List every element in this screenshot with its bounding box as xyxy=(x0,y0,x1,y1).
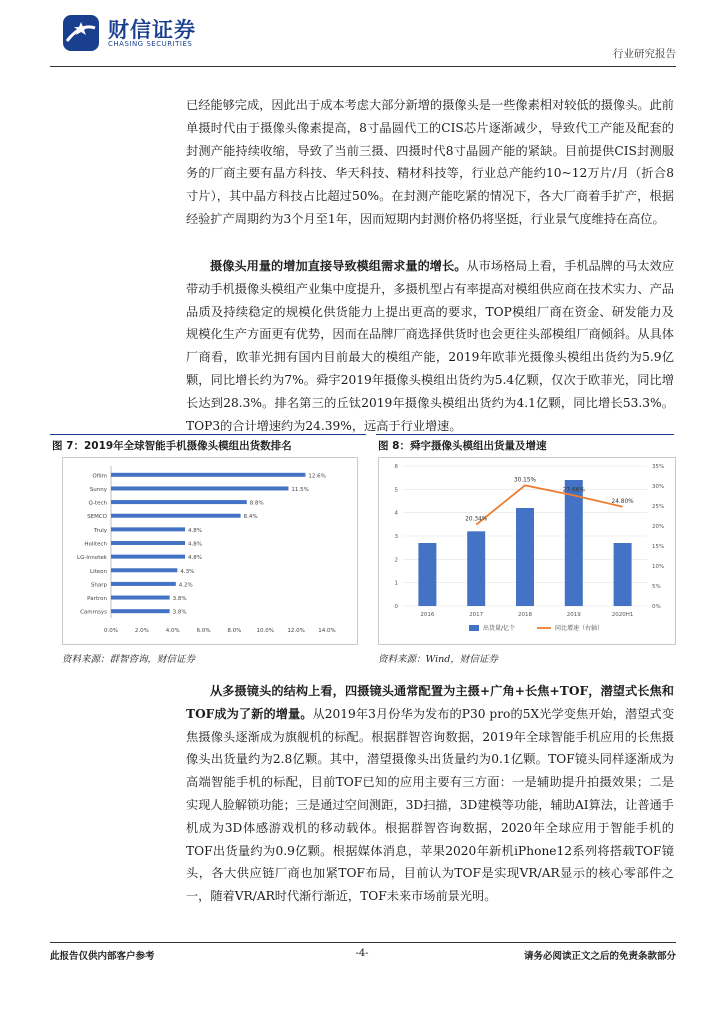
y-right-tick-label: 25% xyxy=(652,504,665,510)
data-label: 11.5% xyxy=(291,486,309,493)
figure7-top-rule xyxy=(50,434,366,435)
x-tick-label: 2017 xyxy=(469,612,484,618)
x-tick-label: 0.0% xyxy=(104,628,118,634)
bar xyxy=(111,568,177,572)
y-left-tick-label: 5 xyxy=(394,487,398,494)
data-label: 3.8% xyxy=(172,609,187,616)
x-tick-label: 10.0% xyxy=(256,628,275,634)
x-tick-label: 2019 xyxy=(566,612,581,618)
y-right-tick-label: 35% xyxy=(652,464,665,470)
y-left-tick-label: 4 xyxy=(394,510,398,517)
category-label: SEMCO xyxy=(87,514,107,521)
paragraph-body: 从2019年3月份华为发布的P30 pro的5X光学变焦开始，潜望式变焦摄像头逐渐成为旗舰机的标配。根据群智咨询数据，2019年全球智能手机应用的长焦摄像头出货量约为2.8亿颗。其中，潜望摄像头出货量约为0.1亿颗。TOF镜头同样逐渐成为高端智能手机的标配，目前TOF已知的应用主要有三方面：一是辅助提升拍摄效果；二是实现人脸解锁功能；三是通过空间测距，3D扫描，3D建模等功能，辅助AI算法，让普通手机成为3D体感游戏机的移动载体。根据群智咨询数据，2020年全球应用于智能手机的TOF出货量约为0.9亿颗。根据媒体消息，苹果2020年新机iPhone12系列将搭载TOF镜头，各大供应链厂商也加紧TOF布局，目前认为TOF是实现VR/AR显示的核心零部件之一，随着VR/AR时代渐行渐近，TOF未来市场前景光明。 xyxy=(186,706,675,904)
y-right-tick-label: 20% xyxy=(652,524,665,530)
category-label: Ofilm xyxy=(92,473,107,480)
company-logo-icon xyxy=(62,14,100,52)
bar xyxy=(614,543,632,606)
category-label: Truly xyxy=(93,527,107,534)
y-right-tick-label: 5% xyxy=(652,584,661,590)
paragraph-cis-packaging: 已经能够完成，因此出于成本考虑大部分新增的摄像头是一些像素相对较低的摄像头。此前单摄时代由于摄像头像素提高，8寸晶圆代工的CIS芯片逐渐减少，导致代工产能及配套的封测产能持续收缩，导致了当前三摄、四摄时代8寸晶圆产能的紧缺。目前提供CIS封测服务的厂商主要有晶方科技、华天科技、精材科技等，行业总产能约10~12万片/月（折合8寸片），其中晶方科技占比超过50%。在封测产能吃紧的情况下，各大厂商着手扩产，根据经验扩产周期约为3个月至1年，因而短期内封测价格仍将坚挺，行业景气度维持在高位。 xyxy=(186,98,674,226)
growth-line xyxy=(476,485,622,524)
footer-notice: 此报告仅供内部客户参考 xyxy=(50,951,155,962)
y-right-tick-label: 30% xyxy=(652,484,665,490)
category-label: LG-Innotek xyxy=(77,555,107,562)
paragraph-multi-camera xyxy=(186,680,674,908)
bar xyxy=(111,486,288,490)
data-label: 8.4% xyxy=(243,514,258,521)
bar xyxy=(111,473,305,477)
page-number: -4- xyxy=(355,948,369,959)
x-tick-label: 4.0% xyxy=(165,628,180,634)
legend-swatch-bar xyxy=(469,625,479,631)
figure8-chart xyxy=(378,457,676,645)
bar xyxy=(418,543,436,606)
company-name-cn: 财信证券 xyxy=(108,18,196,42)
bar xyxy=(516,508,534,606)
figure7-chart xyxy=(62,457,358,645)
bar xyxy=(111,514,241,518)
figure8-top-rule xyxy=(376,434,674,435)
x-tick-label: 12.0% xyxy=(287,628,305,634)
x-tick-label: 2018 xyxy=(518,612,532,618)
bar xyxy=(111,555,185,559)
x-tick-label: 2020H1 xyxy=(611,612,634,618)
bar xyxy=(565,480,583,606)
y-right-tick-label: 15% xyxy=(652,544,665,550)
x-tick-label: 2.0% xyxy=(134,628,149,634)
legend-label: 出货量/亿个 xyxy=(483,625,516,632)
paragraph-body: 从市场格局上看，手机品牌的马太效应带动手机摄像头模组产业集中度提升，多摄机型占有率提高对模组供应商在技术实力、产品品质及持续稳定的规模化供货能力上提出更高的要求，TOP模组厂商在资金、研发能力及规模化生产方面更有优势，因而在品牌厂商选择供货时也会更往头部模组厂商倾斜。从具体厂商看，欧菲光拥有国内目前最大的模组产能，2019年欧菲光摄像头模组出货约为5.9亿颗，同比增长约为7%。舜宇2019年摄像头模组出货约为5.4亿颗，仅次于欧菲光，同比增长达到28.3%。排名第三的丘钛2019年摄像头模组出货约为4.1亿颗，同比增长53.3%。TOP3的合计增速约为24.39%，远高于行业增速。 xyxy=(186,259,675,433)
data-label: 27.66% xyxy=(562,487,585,494)
y-left-tick-label: 0 xyxy=(394,604,398,610)
category-label: Partron xyxy=(87,596,107,603)
bar xyxy=(111,541,185,545)
bar xyxy=(111,527,185,531)
x-tick-label: 2016 xyxy=(420,612,435,618)
y-right-tick-label: 0% xyxy=(652,604,661,610)
category-label: Liteon xyxy=(90,568,107,575)
data-label: 8.8% xyxy=(249,500,264,507)
header-divider xyxy=(50,66,676,67)
data-label: 4.8% xyxy=(188,541,203,548)
data-label: 4.8% xyxy=(188,555,203,562)
y-left-tick-label: 2 xyxy=(394,557,398,564)
figure8-title: 图 8：舜宇摄像头模组出货量及增速 xyxy=(378,440,547,452)
figure7-source: 资料来源：群智咨询，财信证券 xyxy=(62,654,196,665)
bar xyxy=(111,500,247,504)
bar xyxy=(111,582,176,586)
data-label: 20.34% xyxy=(465,516,488,523)
bar xyxy=(111,596,170,600)
paragraph-module-demand xyxy=(186,255,674,437)
figure7-title: 图 7：2019年全球智能手机摄像头模组出货数排名 xyxy=(52,440,292,452)
y-left-tick-label: 6 xyxy=(394,464,398,470)
data-label: 12.6% xyxy=(308,473,326,480)
data-label: 4.8% xyxy=(188,527,203,534)
category-label: Q-tech xyxy=(88,500,107,507)
page-header xyxy=(0,0,724,70)
company-name-en: CHASING SECURITIES xyxy=(108,40,193,48)
footer-disclaimer: 请务必阅读正文之后的免责条款部分 xyxy=(523,951,676,962)
figure7-chart-svg xyxy=(63,458,357,644)
data-label: 4.3% xyxy=(180,568,195,575)
bar xyxy=(467,531,485,606)
figure8-source: 资料来源：Wind，财信证券 xyxy=(378,654,498,665)
x-tick-label: 8.0% xyxy=(227,628,242,634)
y-left-tick-label: 3 xyxy=(394,534,398,540)
category-label: Holitech xyxy=(84,541,107,548)
data-label: 3.8% xyxy=(172,596,187,603)
y-right-tick-label: 10% xyxy=(652,564,665,570)
bar xyxy=(111,609,170,613)
document-type: 行业研究报告 xyxy=(613,48,676,60)
category-label: Cammsys xyxy=(80,609,107,616)
y-left-tick-label: 1 xyxy=(394,580,398,587)
figure8-chart-svg xyxy=(379,458,675,644)
data-label: 4.2% xyxy=(178,582,193,589)
paragraph-lead: 摄像头用量的增加直接导致模组需求量的增长。 xyxy=(210,259,467,273)
legend-label: 同比增速（右轴） xyxy=(555,625,604,632)
x-tick-label: 14.0% xyxy=(318,628,336,634)
category-label: Sunny xyxy=(89,486,107,493)
category-label: Sharp xyxy=(90,582,107,589)
x-tick-label: 6.0% xyxy=(196,628,211,634)
paragraph-lead: 从多摄镜头的结构上看，四摄镜头通常配置为主摄+广角+长焦+TOF，潜望式长焦和TOF成为了新的增量。 xyxy=(186,684,674,721)
data-label: 24.80% xyxy=(611,498,634,505)
data-label: 30.15% xyxy=(513,477,537,484)
footer-divider xyxy=(50,942,676,943)
